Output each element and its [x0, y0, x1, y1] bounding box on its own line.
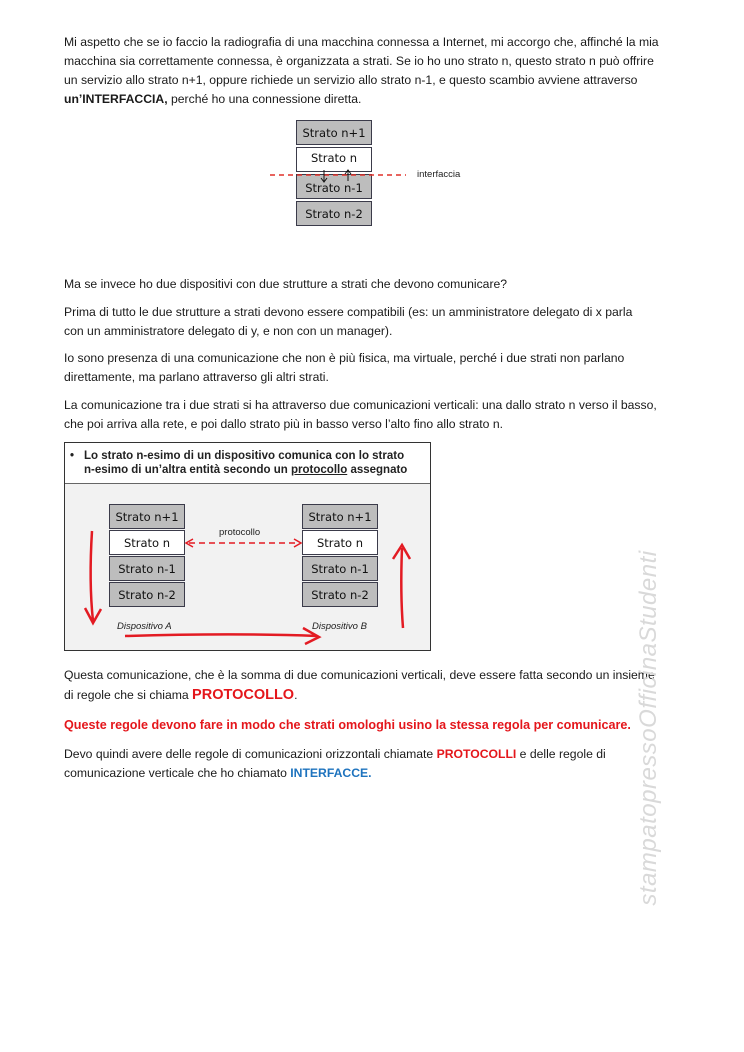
compat-line-1: Prima di tutto le due strutture a strati devono essere compatibili (es: un amministratore delegato di x parla [64, 305, 633, 319]
virtual-line-1: Io sono presenza di una comunicazione che non è più fisica, ma virtuale, perché i due strati non parlano [64, 351, 625, 365]
interface-label: interfaccia [417, 169, 461, 180]
intro-line-4-rest: perché ho una connessione diretta. [167, 92, 362, 106]
question-paragraph: Ma se invece ho due dispositivi con due strutture a strati che devono comunicare? [64, 277, 508, 291]
devB-layer-n-minus-1: Strato n-1 [302, 556, 378, 581]
device-b-label: Dispositivo B [312, 621, 367, 632]
intro-line-3: un servizio allo strato n+1, oppure richiede un servizio allo strato n-1, e questo scambio avviene attraverso [64, 73, 638, 87]
intro-line-4 [64, 90, 684, 109]
fig1-layer-n: Strato n [296, 147, 372, 172]
figure-layer-stack [262, 118, 492, 234]
intro-line-2: macchina sia correttamente connessa, è organizzata a strati. Se io ho uno strato n, questo strato n può offrire [64, 54, 654, 68]
bottom-arrow [125, 635, 317, 637]
down-arrow-left [91, 531, 93, 621]
figure-protocol [64, 442, 431, 651]
protocollo-term: PROTOCOLLO [192, 687, 295, 703]
devA-layer-n-minus-1: Strato n-1 [109, 556, 185, 581]
up-arrow-right [401, 548, 403, 628]
protocolli-term: PROTOCOLLI [436, 747, 517, 761]
devB-layer-n: Strato n [302, 530, 378, 555]
bullet-line-1: Lo strato n-esimo di un dispositivo comunica con lo strato [84, 450, 405, 462]
bullet-dot: • [70, 450, 75, 462]
bullet-line-2: n-esimo di un’altra entità secondo un protocollo assegnato [84, 464, 408, 476]
interfacce-term: INTERFACCE. [290, 766, 372, 780]
virtual-line-2: direttamente, ma parlano attraverso gli altri strati. [64, 370, 329, 384]
devA-layer-n: Strato n [109, 530, 185, 555]
protocol-line-1: Questa comunicazione, che è la somma di due comunicazioni verticali, deve essere fatta secondo un insieme [64, 668, 655, 682]
protocol-paragraph [64, 666, 684, 706]
intro-line-1: Mi aspetto che se io faccio la radiografia di una macchina connessa a Internet, mi accorgo che, affinché la mia [64, 35, 659, 49]
vertical-line-2: che poi arriva alla rete, e poi dallo strato più in basso verso l’alto fino allo strato n. [64, 417, 503, 431]
fig1-layer-n-minus-2: Strato n-2 [296, 201, 372, 226]
virtual-paragraph [64, 349, 684, 387]
devB-layer-n-minus-2: Strato n-2 [302, 582, 378, 607]
fig1-layer-n-minus-1: Strato n-1 [296, 174, 372, 199]
devA-layer-n-minus-2: Strato n-2 [109, 582, 185, 607]
rules-paragraph: Queste regole devono fare in modo che strati omologhi usino la stessa regola per comunicare. [64, 718, 631, 732]
vertical-comm-paragraph [64, 396, 684, 434]
protocol-label: protocollo [219, 527, 261, 538]
summary-line-2: comunicazione verticale che ho chiamato INTERFACCE. [64, 766, 372, 780]
compatibility-paragraph [64, 303, 684, 341]
intro-paragraph [64, 33, 684, 109]
summary-line-1: Devo quindi avere delle regole di comunicazioni orizzontali chiamate PROTOCOLLI e delle regole di [64, 747, 606, 761]
fig1-layer-n-plus-1: Strato n+1 [296, 120, 372, 145]
device-a-label: Dispositivo A [117, 621, 172, 632]
protocol-line-2: di regole che si chiama PROTOCOLLO. [64, 687, 298, 703]
fig2-arrows-overlay [65, 443, 430, 650]
summary-paragraph [64, 745, 684, 783]
interfaccia-term: un’INTERFACCIA, [64, 92, 168, 106]
devB-layer-n-plus-1: Strato n+1 [302, 504, 378, 529]
watermark: stampatopressoOfficinaStudenti [635, 550, 662, 906]
vertical-line-1: La comunicazione tra i due strati si ha attraverso due comunicazioni verticali: una dallo strato n verso il basso, [64, 398, 657, 412]
compat-line-2: con un amministratore delegato di y, e non con un manager). [64, 324, 393, 338]
devA-layer-n-plus-1: Strato n+1 [109, 504, 185, 529]
